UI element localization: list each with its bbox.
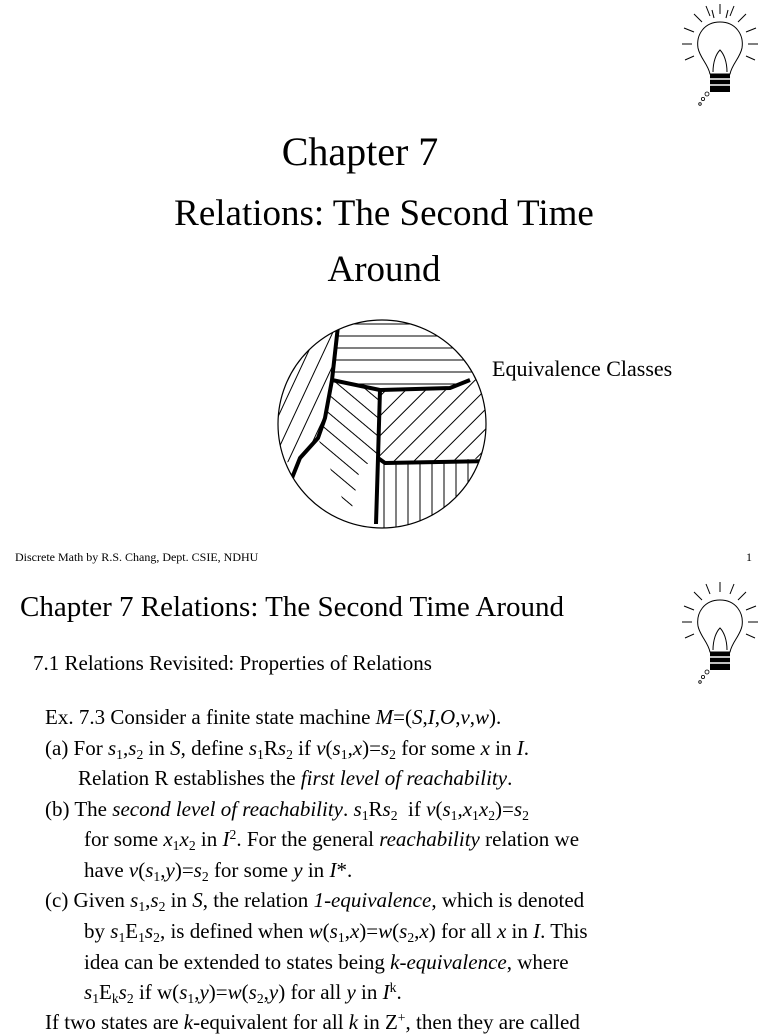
body-line-10: $s_1E_ks_2$ if $w(s_1,y)=w(s_2,y)$ for all y in $I^k$. — [84, 980, 402, 1006]
slide-title: Chapter 7 Relations: The Second Time Around — [20, 591, 564, 623]
body-line-3: Relation R establishes the first level of reachability. — [78, 766, 513, 790]
body-line-5: for some $x_1x_2$ in $I^2$. For the general reachability relation we — [84, 827, 580, 853]
chapter-title-line2: Around — [327, 249, 441, 290]
chapter-title-line1: Relations: The Second Time — [174, 193, 594, 234]
footer-credit: Discrete Math by R.S. Chang, Dept. CSIE, NDHU — [15, 550, 259, 564]
body-line-9: idea can be extended to states being k-equivalence, where — [84, 950, 569, 974]
chapter-heading: Chapter 7 — [281, 129, 439, 174]
body-line-2: (a) For $s_1,s_2$ in S, define $s_1Rs_2$ if $v(s_1,x)=s_2$ for some x in I. — [45, 736, 529, 762]
body-line-7: (c) Given $s_1,s_2$ in S, the relation 1-equivalence, which is denoted — [45, 888, 585, 914]
body-line-4: (b) The second level of reachability. $s_1Rs_2$ if $v(s_1,x_1x_2)=s_2$ — [45, 797, 529, 823]
page-number: 1 — [746, 550, 752, 564]
lightbulb-icon — [680, 2, 760, 108]
body-line-6: have $v(s_1,y)=s_2$ for some y in I*. — [84, 858, 353, 884]
body-line-8: by $s_1E_1s_2$, is defined when $w(s_1,x)=w(s_2,x)$ for all x in I. This — [84, 919, 588, 945]
equivalence-classes-diagram — [270, 318, 494, 530]
body-line-11: If two states are k-equivalent for all k in Z+, then they are called — [45, 1010, 580, 1034]
figure-label: Equivalence Classes — [492, 356, 673, 381]
lightbulb-icon — [680, 580, 760, 686]
body-line-1: Ex. 7.3 Consider a finite state machine M=(S,I,O,v,w). — [45, 705, 502, 729]
section-heading: 7.1 Relations Revisited: Properties of Relations — [33, 651, 432, 675]
